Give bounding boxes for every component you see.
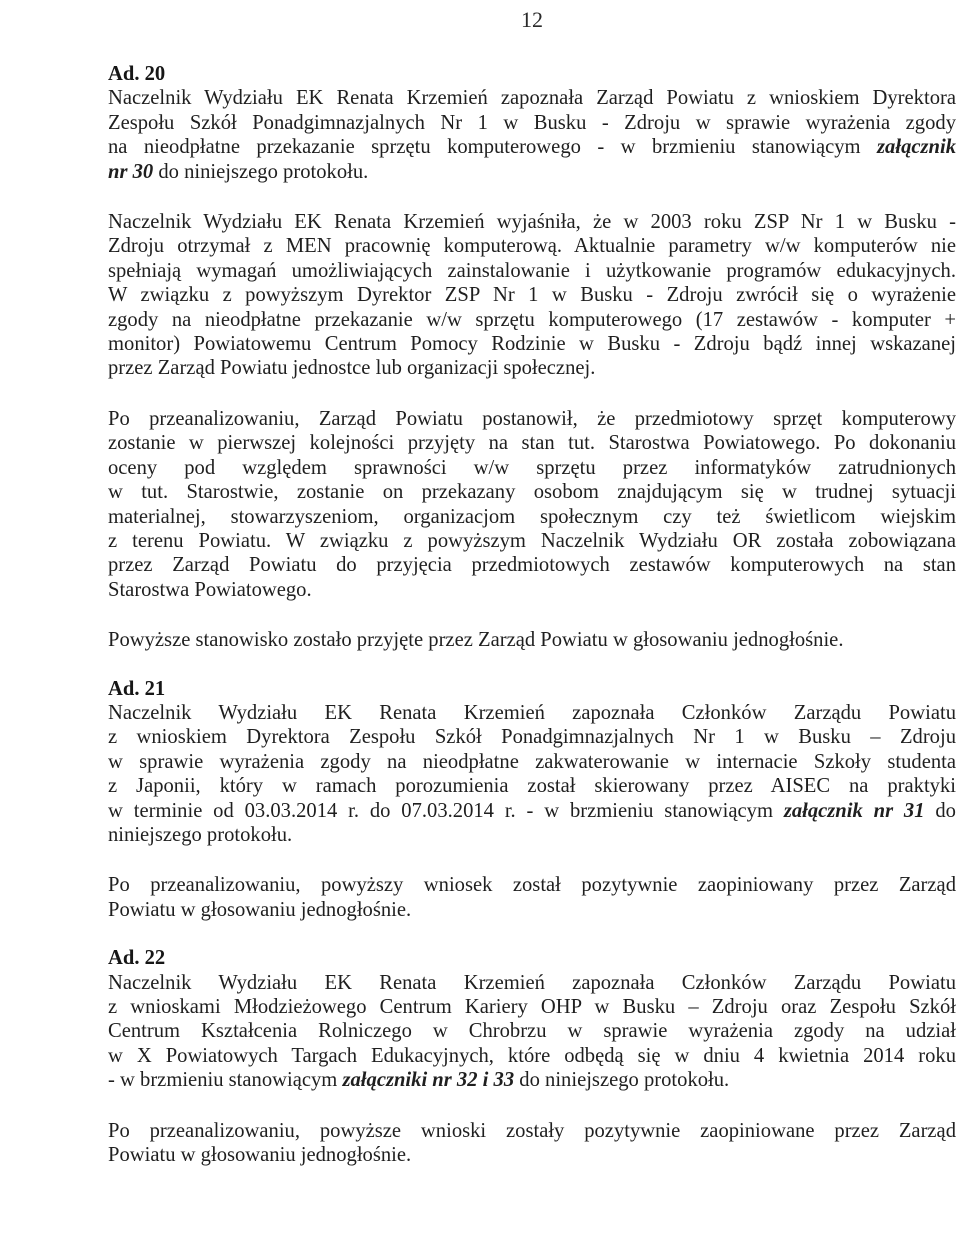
- text-line: [108, 1068, 956, 1092]
- text-line: Powiatu w głosowaniu jednogłośnie.: [108, 898, 412, 921]
- document-body: [108, 62, 956, 1167]
- ad21-paragraph-1: [108, 701, 956, 847]
- ad20-paragraph-1: [108, 86, 956, 184]
- text-line: [108, 135, 956, 159]
- ad20-paragraph-2: [108, 210, 956, 381]
- text-line: Powiatu w głosowaniu jednogłośnie.: [108, 1144, 412, 1167]
- text-line: z wnioskami Młodzieżowego Centrum Kariery OHP w Busku – Zdroju oraz Zespołu Szkół: [108, 996, 956, 1018]
- text-line: W związku z powyższym Dyrektor ZSP Nr 1 w Busku - Zdroju zwrócił się o wyrażenie: [108, 284, 956, 307]
- text-line: zgody na nieodpłatne przekazanie w/w sprzętu komputerowego (17 zestawów - komputer +: [108, 308, 956, 331]
- page-number: 12: [521, 7, 543, 32]
- text-line: Naczelnik Wydziału EK Renata Krzemień zapoznała Członków Zarządu Powiatu: [108, 971, 956, 994]
- ad22-paragraph-1: [108, 971, 956, 1093]
- attachment-reference: załącznik nr 31: [783, 799, 925, 822]
- text-line: zostanie w pierwszej kolejności przyjęty na stan tut. Starostwa Powiatowego. Po dokonaniu: [108, 432, 956, 455]
- text-segment: do niniejszego protokołu.: [514, 1069, 730, 1092]
- text-segment: do niniejszego protokołu.: [153, 160, 369, 183]
- ad20-paragraph-3: [108, 407, 956, 602]
- text-line: w tut. Starostwie, zostanie on przekazany osobom znajdującym się w trudnej sytuacji: [108, 481, 956, 504]
- section-heading-ad20: Ad. 20: [108, 63, 166, 85]
- text-segment: w terminie od 03.03.2014 r. do 07.03.2014 r. - w brzmieniu stanowiącym: [108, 799, 784, 822]
- text-line: przez Zarząd Powiatu jednostce lub organizacji społecznej.: [108, 357, 596, 380]
- attachment-reference-number: nr 30: [108, 160, 154, 183]
- text-line: Naczelnik Wydziału EK Renata Krzemień zapoznała Zarząd Powiatu z wnioskiem Dyrektora: [108, 87, 956, 110]
- text-line: Starostwa Powiatowego.: [108, 578, 312, 601]
- text-segment: - w brzmieniu stanowiącym: [108, 1069, 343, 1092]
- section-heading-ad22: Ad. 22: [108, 947, 166, 970]
- ad20-paragraph-4: [108, 628, 956, 652]
- text-line: Zdroju otrzymał z MEN pracownię komputerową. Aktualnie parametry w/w komputerów nie: [108, 235, 956, 258]
- text-line: w X Powiatowych Targach Edukacyjnych, które odbędą się w dniu 4 kwietnia 2014 roku: [108, 1044, 956, 1067]
- text-line: [108, 160, 956, 184]
- text-line: Powyższe stanowisko zostało przyjęte przez Zarząd Powiatu w głosowaniu jednogłośnie.: [108, 629, 844, 652]
- text-segment: do: [924, 799, 956, 822]
- attachment-reference: załączniki nr 32 i 33: [342, 1069, 515, 1092]
- text-line: z wnioskiem Dyrektora Zespołu Szkół Ponadgimnazjalnych Nr 1 w Busku – Zdroju: [108, 726, 956, 749]
- section-heading-ad21: Ad. 21: [108, 677, 166, 700]
- ad21-paragraph-2: [108, 873, 956, 922]
- text-line: Naczelnik Wydziału EK Renata Krzemień zapoznała Członków Zarządu Powiatu: [108, 701, 956, 724]
- text-line: Centrum Kształcenia Rolniczego w Chrobrzu w sprawie wyrażenia zgody na udział: [108, 1020, 956, 1043]
- text-line: Zespołu Szkół Ponadgimnazjalnych Nr 1 w Busku - Zdroju w sprawie wyrażenia zgody: [108, 111, 956, 134]
- text-line: materialnej, stowarzyszeniom, organizacjom społecznym czy też świetlicom wiejskim: [108, 505, 956, 528]
- text-line: spełniają wymagań umożliwiających zainstalowanie i użytkowanie programów edukacyjnych.: [108, 259, 956, 282]
- attachment-reference: załącznik: [877, 136, 956, 159]
- text-line: Po przeanalizowaniu, Zarząd Powiatu postanowił, że przedmiotowy sprzęt komputerowy: [108, 407, 956, 430]
- text-line: w sprawie wyrażenia zgody na nieodpłatne zakwaterowanie w internacie Szkoły studenta: [108, 750, 956, 773]
- text-line: [108, 799, 956, 823]
- text-line: oceny pod względem sprawności w/w sprzętu przez informatyków zatrudnionych: [108, 456, 956, 479]
- text-line: Po przeanalizowaniu, powyższy wniosek został pozytywnie zaopiniowany przez Zarząd: [108, 874, 956, 897]
- text-line: przez Zarząd Powiatu do przyjęcia przedmiotowych zestawów komputerowych na stan: [108, 554, 956, 577]
- text-line: Naczelnik Wydziału EK Renata Krzemień wyjaśniła, że w 2003 roku ZSP Nr 1 w Busku -: [108, 211, 956, 234]
- text-line: z Japonii, który w ramach porozumienia został skierowany przez AISEC na praktyki: [108, 775, 956, 798]
- text-segment: na nieodpłatne przekazanie sprzętu komputerowego - w brzmieniu stanowiącym: [108, 136, 878, 159]
- text-line: Po przeanalizowaniu, powyższe wnioski zostały pozytywnie zaopiniowane przez Zarząd: [108, 1119, 956, 1142]
- text-line: niniejszego protokołu.: [108, 823, 293, 846]
- ad22-paragraph-2: [108, 1119, 956, 1168]
- text-line: monitor) Powiatowemu Centrum Pomocy Rodzinie w Busku - Zdroju bądź innej wskazanej: [108, 333, 956, 356]
- text-line: z terenu Powiatu. W związku z powyższym Naczelnik Wydziału OR została zobowiązana: [108, 529, 956, 552]
